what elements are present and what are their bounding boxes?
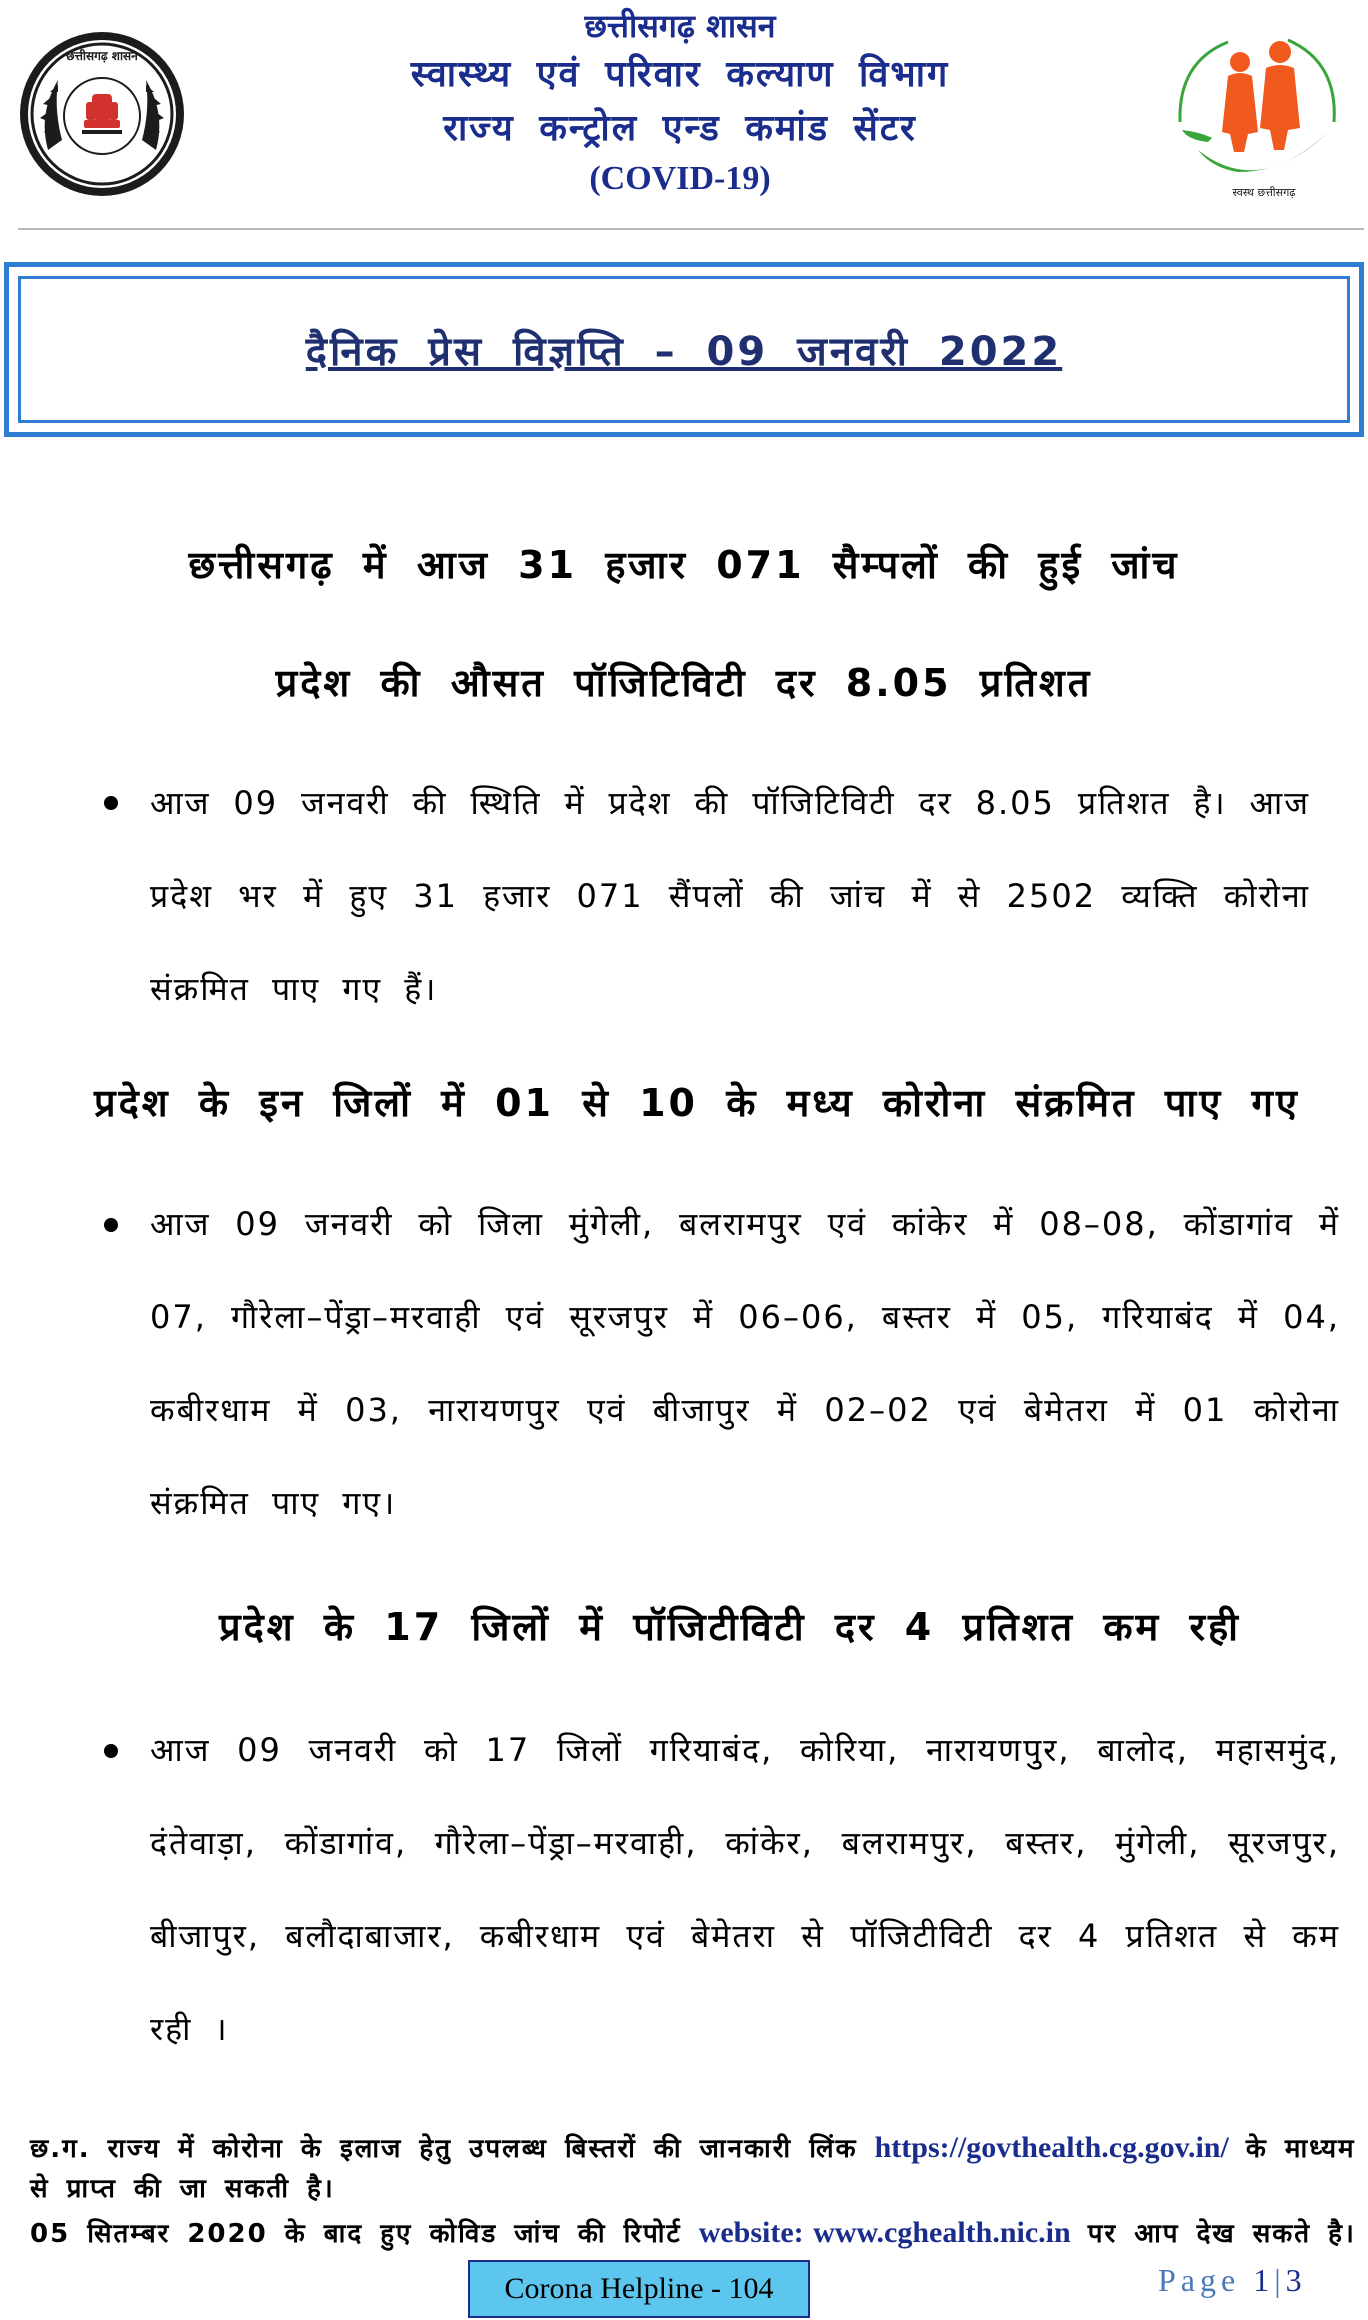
centre-name: राज्य कन्ट्रोल एन्ड कमांड सेंटर [443, 108, 917, 149]
letterhead [0, 0, 1368, 230]
logo-text: स्वस्थ छत्तीसगढ़ [1232, 186, 1296, 199]
cghealth-link[interactable]: website: www.cghealth.nic.in [698, 2216, 1071, 2249]
page-number: Page 1|3 [1158, 2262, 1307, 2298]
chhattisgarh-govt-emblem-icon [18, 30, 186, 198]
footer-notes [30, 2128, 1360, 2254]
headline-districts-1-10: प्रदेश के इन जिलों में 01 से 10 के मध्य कोरोना संक्रमित पाए गए [94, 1081, 1300, 1125]
corona-helpline-box: Corona Helpline - 104 [468, 2260, 810, 2318]
paragraph-text: आज 09 जनवरी को 17 जिलों गरियाबंद, कोरिया, नारायणपुर, बालोद, महासमुंद, दंतेवाड़ा, कोंडागांव, गौरेला–पेंड्रा–मरवाही, कांकेर, बलरामपुर, बस्तर, मुंगेली, सूरजपुर, बीजापुर, बलौदाबाजार, कबीरधाम एवं बेमेतरा से पॉजिटीविटी दर 4 प्रतिशत से कम रही । [150, 1731, 1340, 2048]
paragraph-17-districts [150, 1704, 1340, 2076]
bullet-dot [104, 796, 118, 810]
govthealth-link[interactable]: https://govthealth.cg.gov.in/ [874, 2131, 1229, 2164]
paragraph-districts [150, 1178, 1340, 1550]
emblem-text: छत्तीसगढ़ शासन [66, 49, 138, 63]
headline-positivity: प्रदेश की औसत पॉजिटिविटी दर 8.05 प्रतिशत [275, 661, 1093, 705]
department-heading [260, 4, 1100, 202]
footer-line-beds: छ.ग. राज्य में कोरोना के इलाज हेतु उपलब्ध बिस्तरों की जानकारी लिंक https://govthealth.cg.gov.in/ के माध्यम से प्राप्त की जा सकती है। [30, 2131, 1356, 2204]
headline-samples: छत्तीसगढ़ में आज 31 हजार 071 सैम्पलों की हुई जांच [188, 543, 1180, 587]
govt-name: छत्तीसगढ़ शासन [584, 7, 776, 45]
covid-label: (COVID-19) [589, 160, 771, 197]
paragraph-positivity [150, 757, 1310, 1036]
bullet-dot [104, 1744, 118, 1758]
bullet-dot [104, 1218, 118, 1232]
paragraph-text: आज 09 जनवरी की स्थिति में प्रदेश की पॉजिटिविटी दर 8.05 प्रतिशत है। आज प्रदेश भर में हुए 31 हजार 071 सैंपलों की जांच में से 2502 व्यक्ति कोरोना संक्रमित पाए गए हैं। [150, 784, 1310, 1008]
header-divider [18, 228, 1364, 230]
headline-17-districts: प्रदेश के 17 जिलों में पॉजिटीविटी दर 4 प्रतिशत कम रही [218, 1605, 1242, 1649]
press-release-title: दैनिक प्रेस विज्ञप्ति – 09 जनवरी 2022 [305, 329, 1063, 375]
title-box [4, 262, 1364, 437]
swasth-chhattisgarh-logo-icon [1168, 22, 1348, 202]
footer-line-reports: 05 सितम्बर 2020 के बाद हुए कोविड जांच की रिपोर्ट website: www.cghealth.nic.in पर आप देख सकते है। [30, 2216, 1356, 2249]
paragraph-text: आज 09 जनवरी को जिला मुंगेली, बलरामपुर एवं कांकेर में 08–08, कोंडागांव में 07, गौरेला–पेंड्रा–मरवाही एवं सूरजपुर में 06–06, बस्तर में 05, गरियाबंद में 04, कबीरधाम में 03, नारायणपुर एवं बीजापुर में 02–02 एवं बेमेतरा में 01 कोरोना संक्रमित पाए गए। [150, 1205, 1340, 1522]
department-name: स्वास्थ्य एवं परिवार कल्याण विभाग [410, 54, 950, 95]
